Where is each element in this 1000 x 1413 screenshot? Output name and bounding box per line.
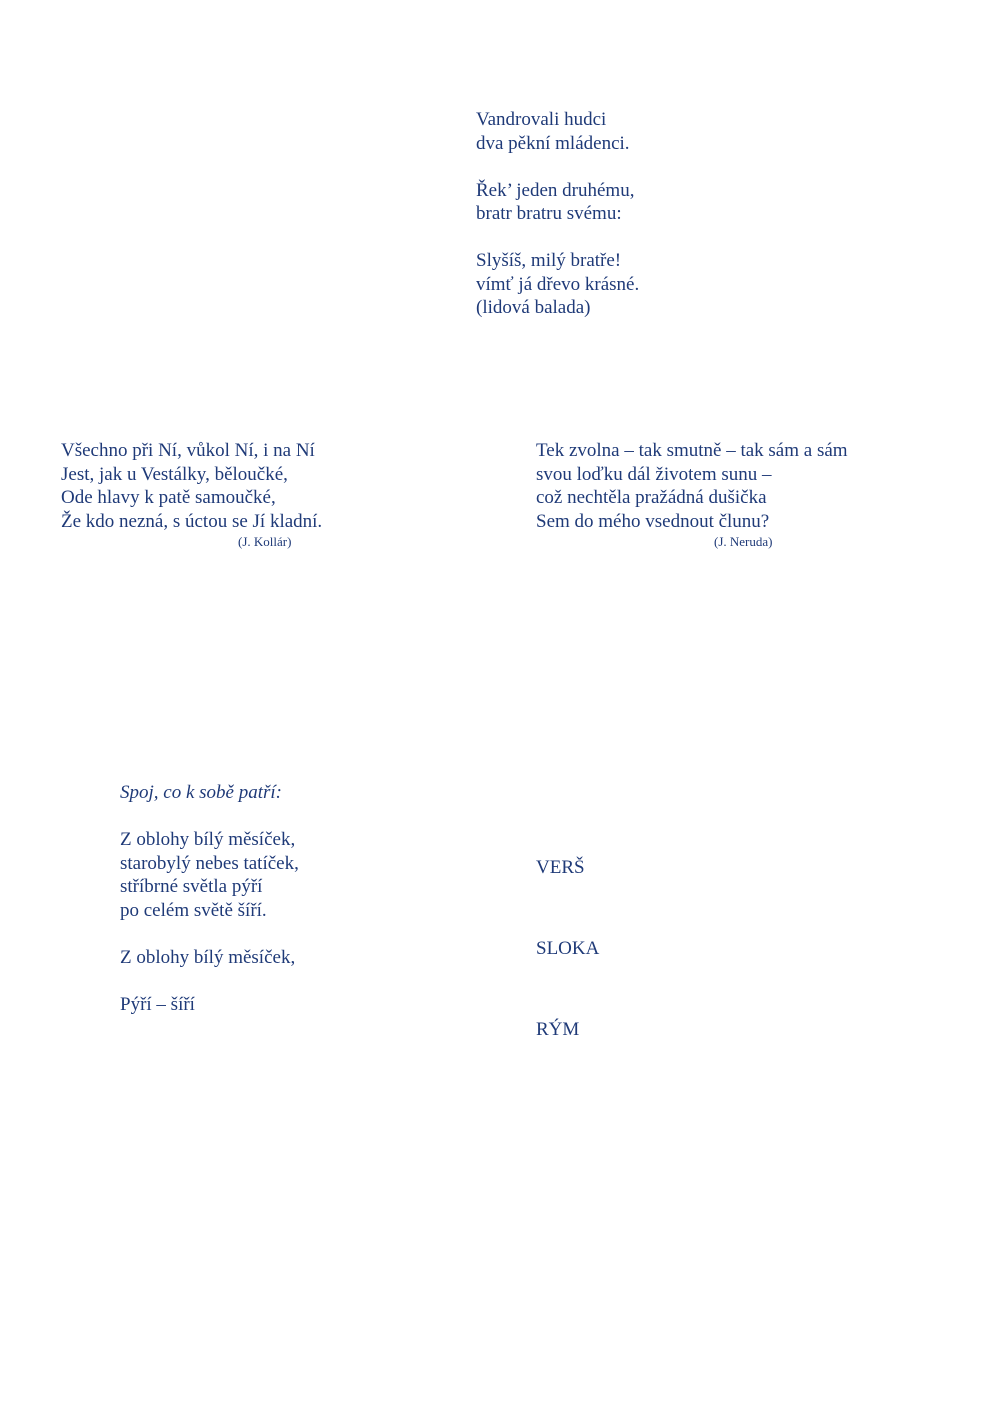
kollar-poem: [61, 439, 322, 533]
poem-line: Sem do mého vsednout člunu?: [536, 510, 770, 532]
verse-example[interactable]: Z oblohy bílý měsíček,: [120, 946, 296, 968]
poem-line: bratr bratru svému:: [476, 203, 622, 224]
poem-line: Tek zvolna – tak smutně – tak sám a sám: [536, 440, 848, 461]
stanza-line: po celém světě šíří.: [120, 899, 267, 921]
neruda-poem: [536, 439, 848, 533]
poem-line: dva pěkní mládenci.: [476, 132, 630, 154]
rhyme-example[interactable]: Pýří – šíří: [120, 993, 195, 1015]
poem-line: Vandrovali hudci: [476, 109, 607, 130]
stanza-line: Z oblohy bílý měsíček,: [120, 829, 296, 850]
poem-line: vímť já dřevo krásné.: [476, 273, 640, 295]
exercise-instruction: Spoj, co k sobě patří:: [120, 782, 283, 803]
poem-line: svou loďku dál životem sunu –: [536, 463, 772, 485]
neruda-author: (J. Neruda): [714, 534, 773, 549]
term-rym[interactable]: RÝM: [536, 1019, 580, 1040]
ballad-poem: [476, 108, 639, 320]
poem-line: Ode hlavy k patě samoučké,: [61, 487, 276, 508]
poem-line: což nechtěla pražádná dušička: [536, 487, 767, 508]
poem-line: Řek’ jeden druhému,: [476, 179, 635, 201]
poem-line: Že kdo nezná, s úctou se Jí kladní.: [61, 510, 323, 532]
term-vers[interactable]: VERŠ: [536, 857, 585, 878]
exercise-section: [120, 781, 299, 1016]
poem-line: Slyšíš, milý bratře!: [476, 250, 622, 271]
stanza-line: stříbrné světla pýří: [120, 876, 263, 897]
kollar-author: (J. Kollár): [238, 534, 292, 549]
poem-line: Všechno při Ní, vůkol Ní, i na Ní: [61, 440, 315, 461]
term-sloka[interactable]: SLOKA: [536, 938, 600, 959]
stanza-line: starobylý nebes tatíček,: [120, 852, 299, 874]
poem-line: Jest, jak u Vestálky, běloučké,: [61, 463, 288, 485]
poem-source: (lidová balada): [476, 297, 591, 318]
